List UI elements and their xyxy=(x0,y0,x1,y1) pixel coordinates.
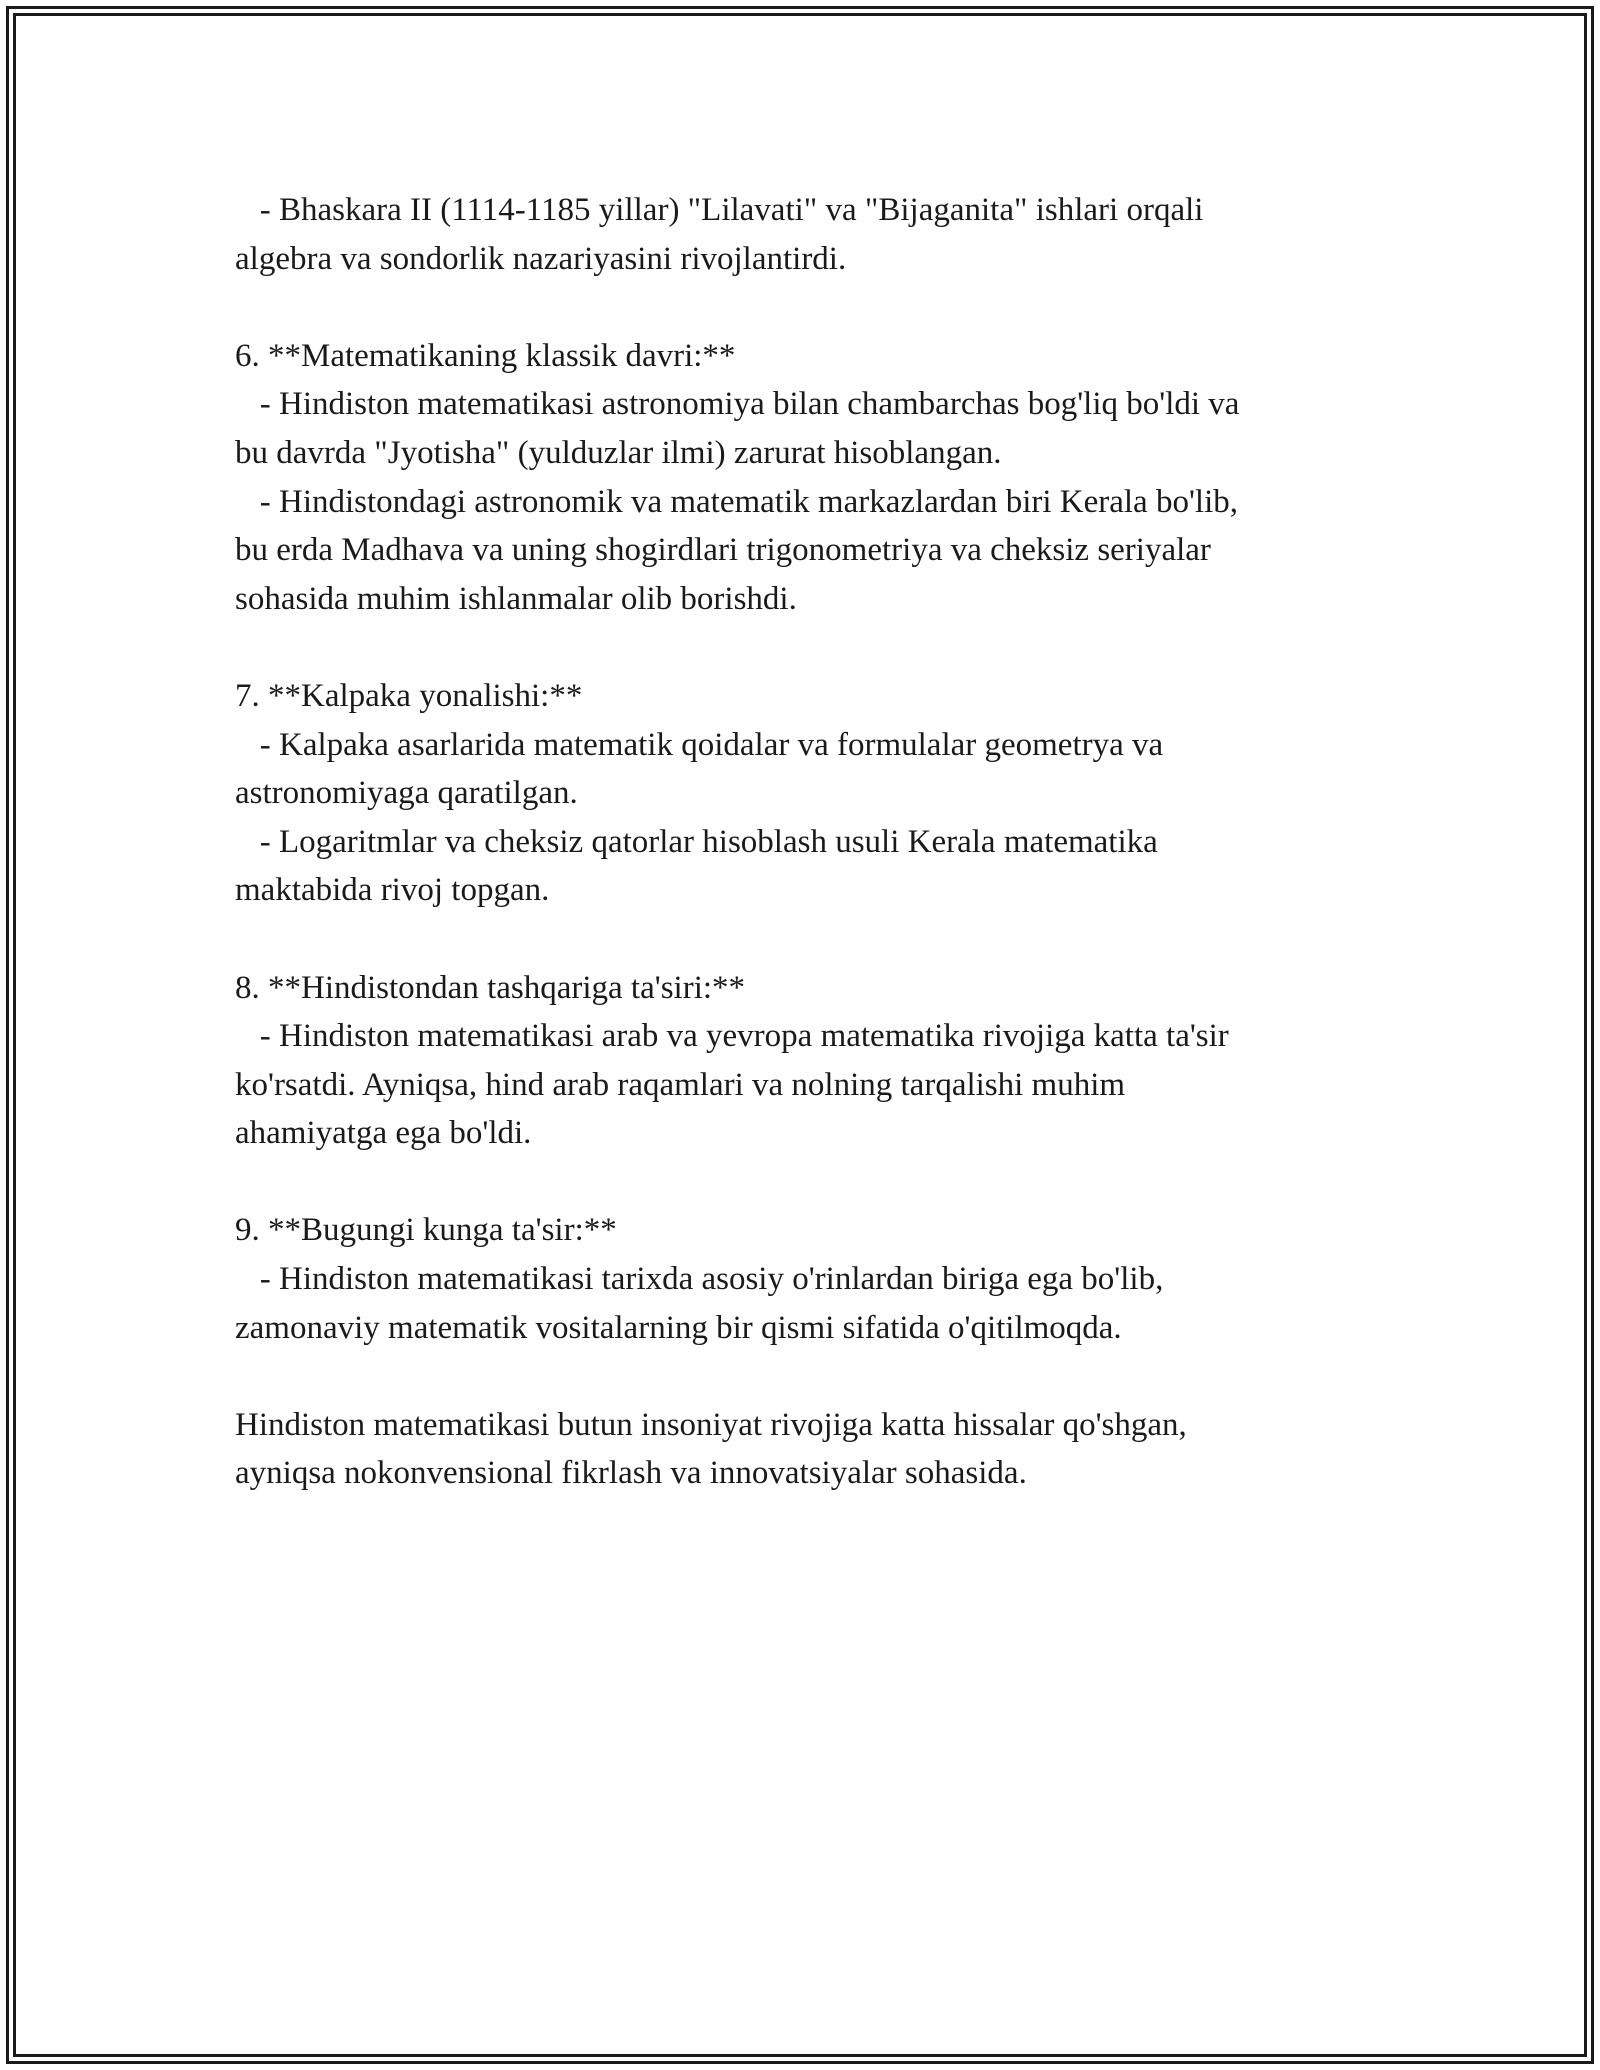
conclusion-line: Hindiston matematikasi butun insoniyat rivojiga katta hissalar qo'shgan, xyxy=(235,1406,1187,1443)
section-heading: 8. **Hindistondan tashqariga ta'siri:** xyxy=(235,969,746,1006)
text-line: astronomiyaga qaratilgan. xyxy=(235,775,578,812)
text-line: - Logaritmlar va cheksiz qatorlar hisoblash usuli Kerala matematika xyxy=(235,823,1158,860)
text-line: maktabida rivoj topgan. xyxy=(235,872,550,909)
blank-line xyxy=(235,1352,1385,1401)
text-line: - Kalpaka asarlarida matematik qoidalar va formulalar geometrya va xyxy=(235,726,1164,763)
text-line: bu davrda "Jyotisha" (yulduzlar ilmi) zarurat hisoblangan. xyxy=(235,434,1002,471)
text-line: - Hindiston matematikasi tarixda asosiy o'rinlardan biriga ega bo'lib, xyxy=(235,1261,1164,1298)
section-heading: 6. **Matematikaning klassik davri:** xyxy=(235,337,736,374)
text-line: sohasida muhim ishlanmalar olib borishdi. xyxy=(235,580,797,617)
text-line: zamonaviy matematik vositalarning bir qismi sifatida o'qitilmoqda. xyxy=(235,1309,1122,1346)
text-line: algebra va sondorlik nazariyasini rivojlantirdi. xyxy=(235,240,847,277)
blank-line xyxy=(235,915,1385,964)
text-line: - Hindiston matematikasi arab va yevropa matematika rivojiga katta ta'sir xyxy=(235,1018,1229,1055)
text-line: bu erda Madhava va uning shogirdlari trigonometriya va cheksiz seriyalar xyxy=(235,532,1211,569)
text-line: - Hindistondagi astronomik va matematik markazlardan biri Kerala bo'lib, xyxy=(235,483,1238,520)
document-body xyxy=(235,186,1385,1498)
text-line: - Bhaskara II (1114-1185 yillar) "Lilavati" va "Bijaganita" ishlari orqali xyxy=(235,192,1204,228)
section-heading: 9. **Bugungi kunga ta'sir:** xyxy=(235,1212,617,1249)
blank-line xyxy=(235,283,1385,332)
text-line: ahamiyatga ega bo'ldi. xyxy=(235,1115,532,1152)
text-line: ko'rsatdi. Ayniqsa, hind arab raqamlari va nolning tarqalishi muhim xyxy=(235,1066,1126,1103)
blank-line xyxy=(235,623,1385,672)
blank-line xyxy=(235,1158,1385,1207)
conclusion-line: ayniqsa nokonvensional fikrlash va innovatsiyalar sohasida. xyxy=(235,1455,1027,1492)
text-line: - Hindiston matematikasi astronomiya bilan chambarchas bog'liq bo'ldi va xyxy=(235,386,1240,423)
section-heading: 7. **Kalpaka yonalishi:** xyxy=(235,677,583,714)
